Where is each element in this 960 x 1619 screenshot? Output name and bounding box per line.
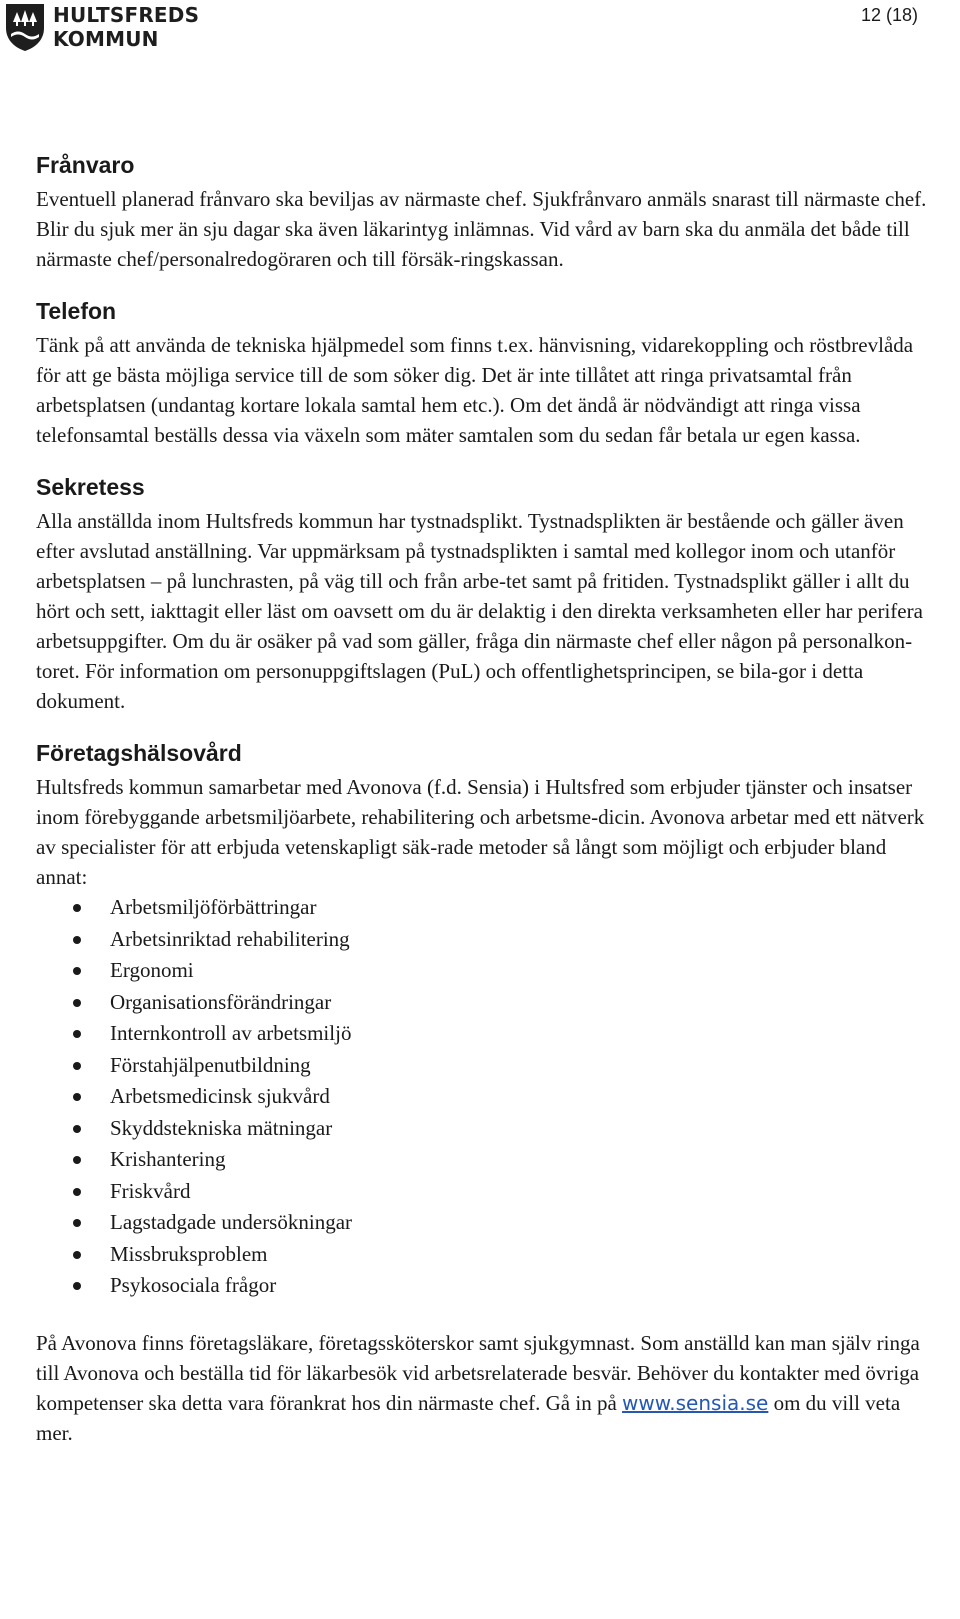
list-item bbox=[36, 924, 936, 956]
logo-line-2: KOMMUN bbox=[53, 27, 159, 51]
section-heading: Frånvaro bbox=[36, 152, 135, 178]
bullet-icon bbox=[73, 999, 81, 1007]
section-franvaro bbox=[36, 150, 936, 274]
list-item bbox=[36, 1144, 936, 1176]
section-telefon bbox=[36, 296, 936, 450]
list-item-label: Förstahjälpenutbildning bbox=[110, 1052, 311, 1077]
list-item bbox=[36, 1081, 936, 1113]
section-outro-paragraph bbox=[36, 1328, 936, 1448]
page-header bbox=[0, 0, 960, 60]
list-item bbox=[36, 1239, 936, 1271]
list-item bbox=[36, 987, 936, 1019]
bullet-icon bbox=[73, 1282, 81, 1290]
bullet-icon bbox=[73, 1093, 81, 1101]
list-item-label: Friskvård bbox=[110, 1178, 191, 1203]
list-item bbox=[36, 1270, 936, 1302]
bullet-icon bbox=[73, 1062, 81, 1070]
section-paragraph: Tänk på att använda de tekniska hjälpmedel som finns t.ex. hänvisning, vidarekoppling och röstbrevlåda för att ge bästa möjliga service till de som söker dig. Det är inte tillåtet att ringa privatsamtal från arbetsplatsen (undantag kortare lokala samtal hem etc.). Om det ändå är nödvändigt att ringa vissa telefonsamtal beställs dessa via växeln som mäter samtalen som du sedan får betala ur egen kassa. bbox=[36, 333, 914, 447]
list-item-label: Psykosociala frågor bbox=[110, 1273, 277, 1297]
outro-text: På Avonova finns företagsläkare, företagssköterskor samt sjukgymnast. Som anställd kan man själv ringa till Avonova och beställa tid för läkarbesök vid arbetsrelaterade besvär. Behöver du kontakter med övriga kompetenser ska detta vara förankrat hos din närmaste chef. Gå in på bbox=[36, 1330, 920, 1415]
list-item bbox=[36, 955, 936, 987]
bullet-icon bbox=[73, 1156, 81, 1164]
list-item-label: Arbetsmiljöförbättringar bbox=[110, 895, 317, 919]
logo-line-1: HULTSFREDS bbox=[53, 3, 200, 27]
bullet-icon bbox=[73, 1188, 81, 1196]
list-item-label: Internkontroll av arbetsmiljö bbox=[110, 1021, 352, 1045]
list-item-label: Organisationsförändringar bbox=[110, 989, 332, 1014]
section-heading: Företagshälsovård bbox=[36, 740, 242, 766]
municipality-logo bbox=[4, 2, 199, 52]
list-item-label: Ergonomi bbox=[110, 958, 194, 982]
list-item bbox=[36, 1050, 936, 1082]
page-number: 12 (18) bbox=[860, 5, 918, 25]
section-intro-paragraph: Hultsfreds kommun samarbetar med Avonova (f.d. Sensia) i Hultsfred som erbjuder tjänster och insatser inom förebyggande arbetsmiljöarbete, rehabilitering och arbetsme-dicin. Avonova arbetar med ett nätverk av specialister för att erbjuda vetenskapligt säk-rade metoder så långt som möjligt och erbjuder bland annat: bbox=[36, 775, 925, 889]
services-list bbox=[36, 892, 936, 1302]
list-item-label: Arbetsinriktad rehabilitering bbox=[110, 926, 350, 951]
section-sekretess bbox=[36, 472, 936, 716]
document-body bbox=[36, 150, 936, 1448]
section-paragraph: Eventuell planerad frånvaro ska beviljas av närmaste chef. Sjukfrånvaro anmäls snarast till närmaste chef. Blir du sjuk mer än sju dagar ska även läkarintyg inlämnas. Vid vård av barn ska du anmäla det både till närmaste chef/personalredogöraren och till försäk-ringskassan. bbox=[36, 187, 927, 271]
list-item bbox=[36, 1176, 936, 1208]
outro-text-end: om du vill veta mer. bbox=[36, 1390, 901, 1445]
section-heading: Telefon bbox=[36, 298, 117, 324]
list-item-label: Arbetsmedicinsk sjukvård bbox=[110, 1084, 330, 1108]
section-paragraph: Alla anställda inom Hultsfreds kommun har tystnadsplikt. Tystnadsplikten är bestående och gäller även efter avslutad anställning. Var uppmärksam på tystnadsplikten i samtal med kollegor inom och utanför arbetsplatsen – på lunchrasten, på väg till och från arbe-tet samt på fritiden. Tystnadsplikt gäller i allt du hört och sett, iakttagit eller läst om oavsett om du är delaktig i den direkta verksamheten eller har perifera arbetsuppgifter. Om du är osäker på vad som gäller, fråga din närmaste chef eller någon på personalkon-toret. För information om personuppgiftslagen (PuL) och offentlighetsprincipen, se bila-gor i detta dokument. bbox=[36, 509, 923, 713]
list-item-label: Missbruksproblem bbox=[110, 1241, 268, 1266]
list-item-label: Skyddstekniska mätningar bbox=[110, 1115, 333, 1140]
list-item bbox=[36, 1113, 936, 1145]
bullet-icon bbox=[73, 904, 81, 912]
list-item-label: Lagstadgade undersökningar bbox=[110, 1210, 353, 1234]
sensia-link[interactable]: www.sensia.se bbox=[622, 1390, 769, 1415]
logo-wordmark bbox=[53, 3, 199, 51]
list-item bbox=[36, 892, 936, 924]
list-item-label: Krishantering bbox=[110, 1147, 226, 1171]
bullet-icon bbox=[73, 1251, 81, 1259]
bullet-icon bbox=[73, 1030, 81, 1038]
list-item bbox=[36, 1207, 936, 1239]
bullet-icon bbox=[73, 967, 81, 975]
bullet-icon bbox=[73, 1125, 81, 1133]
section-foretagshalsovard bbox=[36, 738, 936, 1448]
bullet-icon bbox=[73, 1219, 81, 1227]
list-item bbox=[36, 1018, 936, 1050]
coat-of-arms-icon bbox=[4, 2, 46, 52]
section-heading: Sekretess bbox=[36, 474, 145, 500]
bullet-icon bbox=[73, 936, 81, 944]
